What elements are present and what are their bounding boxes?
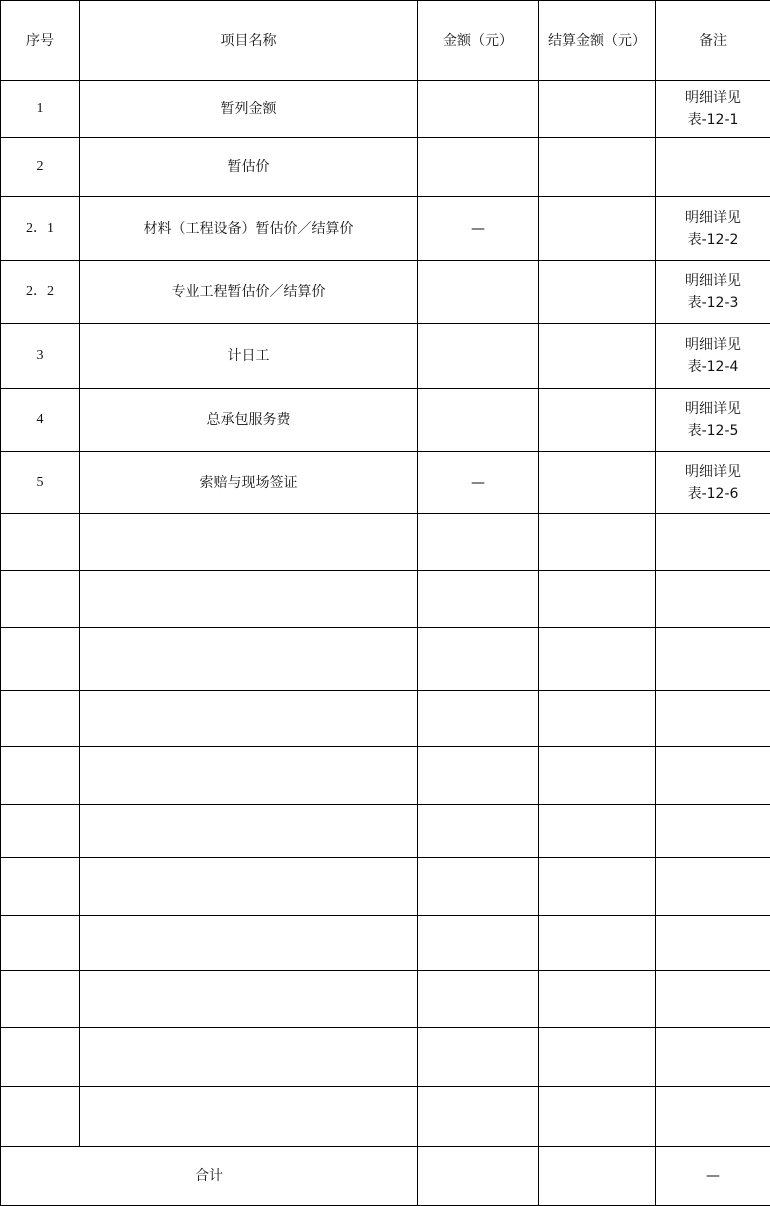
row-amount <box>418 138 539 197</box>
row-amount: — <box>418 452 539 514</box>
total-amount <box>418 1147 539 1206</box>
empty-row <box>1 514 770 571</box>
empty-row <box>1 916 770 971</box>
empty-cell <box>539 747 656 805</box>
row-name: 材料（工程设备）暂估价／结算价 <box>80 197 418 261</box>
total-remark: — <box>656 1147 770 1206</box>
row-settle <box>539 324 656 389</box>
remark-line2: 表-12-2 <box>656 229 770 251</box>
empty-cell <box>1 628 80 691</box>
empty-cell <box>539 691 656 747</box>
remark-line1: 明细详见 <box>656 87 770 109</box>
row-seq: 2 <box>1 138 80 197</box>
row-seq: 5 <box>1 452 80 514</box>
row-remark <box>656 81 770 138</box>
empty-row <box>1 571 770 628</box>
empty-cell <box>539 858 656 916</box>
empty-cell <box>80 858 418 916</box>
empty-cell <box>80 916 418 971</box>
empty-cell <box>656 691 770 747</box>
empty-cell <box>539 571 656 628</box>
row-amount <box>418 389 539 452</box>
empty-cell <box>656 858 770 916</box>
empty-cell <box>80 747 418 805</box>
total-settle <box>539 1147 656 1206</box>
empty-cell <box>1 1028 80 1087</box>
row-seq: 2．2 <box>1 261 80 324</box>
empty-row <box>1 858 770 916</box>
table-row <box>1 261 770 324</box>
remark-line1: 明细详见 <box>656 207 770 229</box>
empty-cell <box>539 514 656 571</box>
empty-cell <box>418 916 539 971</box>
empty-row <box>1 747 770 805</box>
row-name: 暂列金额 <box>80 81 418 138</box>
row-amount <box>418 81 539 138</box>
remark-line1: 明细详见 <box>656 270 770 292</box>
total-label: 合计 <box>1 1147 418 1206</box>
table-row <box>1 81 770 138</box>
empty-cell <box>1 805 80 858</box>
empty-row <box>1 1028 770 1087</box>
empty-row <box>1 971 770 1028</box>
empty-cell <box>656 571 770 628</box>
row-settle <box>539 197 656 261</box>
empty-cell <box>80 571 418 628</box>
row-settle <box>539 389 656 452</box>
remark-line2: 表-12-1 <box>656 109 770 131</box>
empty-cell <box>418 805 539 858</box>
row-name: 计日工 <box>80 324 418 389</box>
remark-line2: 表-12-6 <box>656 483 770 505</box>
row-settle <box>539 261 656 324</box>
empty-cell <box>1 971 80 1028</box>
row-remark <box>656 138 770 197</box>
row-settle <box>539 138 656 197</box>
empty-cell <box>656 1028 770 1087</box>
empty-row <box>1 691 770 747</box>
empty-cell <box>1 691 80 747</box>
table-row <box>1 138 770 197</box>
empty-row <box>1 628 770 691</box>
empty-cell <box>656 805 770 858</box>
remark-line1: 明细详见 <box>656 461 770 483</box>
empty-cell <box>656 628 770 691</box>
row-amount: — <box>418 197 539 261</box>
row-name: 专业工程暂估价／结算价 <box>80 261 418 324</box>
empty-cell <box>80 971 418 1028</box>
header-amount: 金额（元） <box>418 1 539 81</box>
header-settle: 结算金额（元） <box>539 1 656 81</box>
table-row <box>1 197 770 261</box>
row-settle <box>539 452 656 514</box>
empty-cell <box>418 628 539 691</box>
empty-cell <box>418 971 539 1028</box>
header-seq: 序号 <box>1 1 80 81</box>
empty-cell <box>80 1028 418 1087</box>
total-row <box>1 1147 770 1206</box>
row-name: 索赔与现场签证 <box>80 452 418 514</box>
empty-row <box>1 1087 770 1147</box>
empty-cell <box>656 1087 770 1147</box>
empty-cell <box>418 571 539 628</box>
row-name: 暂估价 <box>80 138 418 197</box>
remark-line1: 明细详见 <box>656 334 770 356</box>
empty-cell <box>656 971 770 1028</box>
remark-line2: 表-12-5 <box>656 420 770 442</box>
empty-cell <box>539 1028 656 1087</box>
empty-cell <box>539 628 656 691</box>
empty-cell <box>80 805 418 858</box>
empty-cell <box>1 747 80 805</box>
table-row <box>1 452 770 514</box>
empty-row <box>1 805 770 858</box>
table-row <box>1 389 770 452</box>
row-remark <box>656 389 770 452</box>
empty-cell <box>418 747 539 805</box>
empty-cell <box>80 1087 418 1147</box>
header-name: 项目名称 <box>80 1 418 81</box>
empty-cell <box>80 514 418 571</box>
row-remark <box>656 324 770 389</box>
empty-cell <box>1 1087 80 1147</box>
remark-line1: 明细详见 <box>656 398 770 420</box>
row-seq: 2．1 <box>1 197 80 261</box>
empty-cell <box>539 805 656 858</box>
remark-line2: 表-12-3 <box>656 292 770 314</box>
row-remark <box>656 452 770 514</box>
row-seq: 3 <box>1 324 80 389</box>
row-seq: 4 <box>1 389 80 452</box>
empty-cell <box>418 858 539 916</box>
remark-line2: 表-12-4 <box>656 356 770 378</box>
empty-cell <box>656 916 770 971</box>
empty-cell <box>418 691 539 747</box>
table-row <box>1 324 770 389</box>
empty-cell <box>1 514 80 571</box>
empty-cell <box>539 1087 656 1147</box>
empty-cell <box>1 571 80 628</box>
empty-cell <box>80 691 418 747</box>
empty-cell <box>418 514 539 571</box>
header-remark: 备注 <box>656 1 770 81</box>
empty-cell <box>80 628 418 691</box>
empty-cell <box>539 971 656 1028</box>
empty-cell <box>1 858 80 916</box>
empty-cell <box>1 916 80 971</box>
empty-cell <box>656 747 770 805</box>
row-name: 总承包服务费 <box>80 389 418 452</box>
row-amount <box>418 261 539 324</box>
empty-cell <box>418 1028 539 1087</box>
row-remark <box>656 261 770 324</box>
row-remark <box>656 197 770 261</box>
header-row <box>1 1 770 81</box>
empty-cell <box>418 1087 539 1147</box>
row-amount <box>418 324 539 389</box>
empty-cell <box>539 916 656 971</box>
empty-cell <box>656 514 770 571</box>
row-seq: 1 <box>1 81 80 138</box>
row-settle <box>539 81 656 138</box>
